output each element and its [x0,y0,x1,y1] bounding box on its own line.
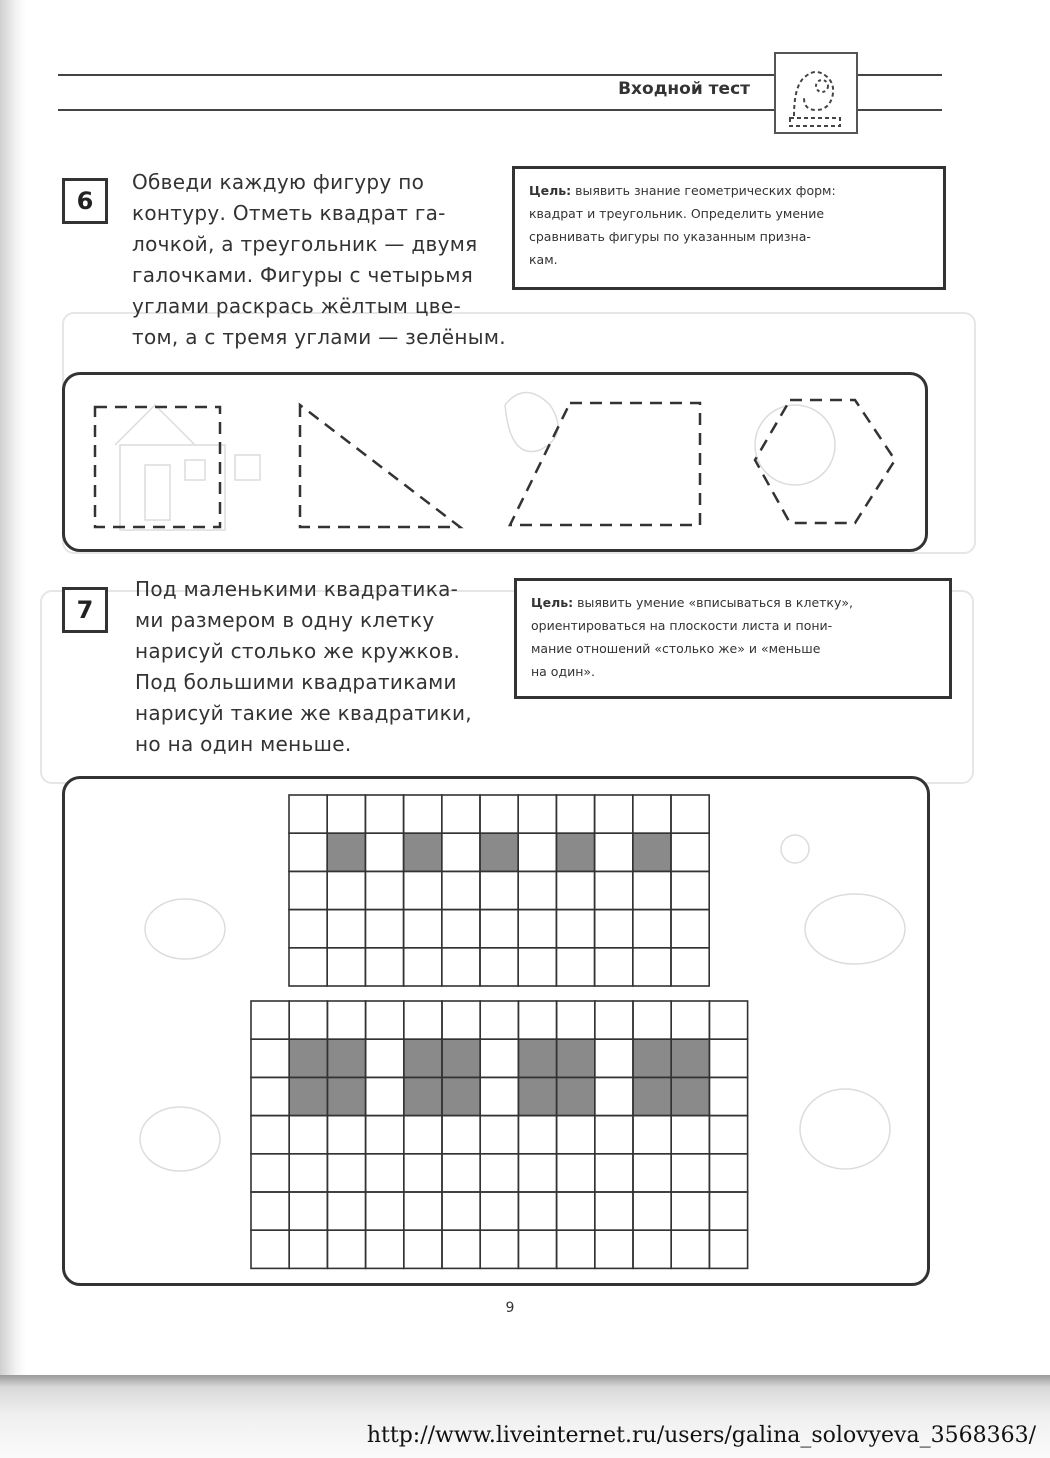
grid-cell[interactable] [366,1039,404,1077]
grid-cell[interactable] [557,1116,595,1154]
grid-cell[interactable] [671,1192,709,1230]
grid-cell[interactable] [595,1230,633,1268]
grid-cell[interactable] [289,1230,327,1268]
grid-cell[interactable] [633,795,671,833]
grid-cell[interactable] [442,910,480,948]
dashed-trapezoid[interactable] [510,403,700,525]
grid-cell[interactable] [289,910,327,948]
grid-cell[interactable] [289,1116,327,1154]
header-top-rule [58,74,774,76]
grid-cell[interactable] [556,910,594,948]
task-6-shapes-frame [62,372,928,552]
grid-cell[interactable] [289,1192,327,1230]
dashed-figure-logo [774,52,858,134]
grid-cell[interactable] [595,871,633,909]
grid-cell[interactable] [671,795,709,833]
grid-cell[interactable] [557,1230,595,1268]
grid-cell[interactable] [557,1001,595,1039]
grid-cell[interactable] [327,1001,365,1039]
task-6-line: том, а с тремя углами — зелёным. [132,325,506,349]
grid-cell[interactable] [442,833,480,871]
grid-cell[interactable] [442,1230,480,1268]
grid-cell[interactable] [404,1230,442,1268]
grid-cell[interactable] [442,795,480,833]
grid-cell[interactable] [327,1116,365,1154]
grid-cell[interactable] [671,871,709,909]
goal-line: на один». [531,664,596,679]
grid-cell[interactable] [327,1154,365,1192]
grid-cell[interactable] [595,1077,633,1115]
grid-cell[interactable] [289,795,327,833]
dashed-triangle[interactable] [300,405,460,527]
grid-cell[interactable] [442,871,480,909]
grid-cell[interactable] [251,1077,289,1115]
grid-cell[interactable] [518,1154,556,1192]
grid-cell[interactable] [327,871,365,909]
grid-cell[interactable] [480,1116,518,1154]
task-6-line: углами раскрась жёлтым цве- [132,294,461,318]
page-number: 9 [505,1300,515,1316]
header-right-rule [856,74,942,76]
dashed-shapes [65,375,925,549]
grid-cell[interactable] [289,1001,327,1039]
grid-cell[interactable] [365,871,403,909]
grid-cell[interactable] [404,1001,442,1039]
task-7-line: нарисуй столько же кружков. [135,639,461,663]
goal-line: ориентироваться на плоскости листа и пони- [531,618,833,633]
small-grid [289,795,709,986]
grid-cell[interactable] [633,871,671,909]
grid-cell[interactable] [518,948,556,986]
grid-cell[interactable] [480,1001,518,1039]
grid-cell[interactable] [671,910,709,948]
grid-cell[interactable] [518,833,556,871]
grid-cell[interactable] [595,1001,633,1039]
task-7-line: но на один меньше. [135,732,352,756]
grid-cell[interactable] [365,795,403,833]
grid-cell[interactable] [365,948,403,986]
grid-cell[interactable] [251,1039,289,1077]
logo-drawing [776,54,856,132]
task-6-line: лочкой, а треугольник — двумя [132,232,478,256]
large-grid [251,1001,748,1268]
small-shaded-square [480,833,518,871]
grid-cell[interactable] [709,1039,747,1077]
grid-cell[interactable] [595,948,633,986]
task-6-number: 6 [62,178,108,224]
grid-cell[interactable] [365,833,403,871]
grid-cell[interactable] [404,948,442,986]
grid-cell[interactable] [480,1230,518,1268]
goal-label: Цель: [529,183,572,198]
goal-line [529,179,929,202]
goal-line: квадрат и треугольник. Определить умение [529,206,825,221]
grid-cell[interactable] [480,1154,518,1192]
grid-cell[interactable] [289,1154,327,1192]
task-7-line: Под большими квадратиками [135,670,457,694]
grid-cell[interactable] [671,1154,709,1192]
grid-cell[interactable] [251,1001,289,1039]
grid-cell[interactable] [671,1230,709,1268]
grid-cell[interactable] [480,1039,518,1077]
section-title: Входной тест [618,79,750,99]
grid-cell[interactable] [366,1154,404,1192]
grid-cell[interactable] [442,1154,480,1192]
grid-cell[interactable] [633,1192,671,1230]
task-7-goal-box [514,578,952,699]
task-7-line: ми размером в одну клетку [135,608,435,632]
grid-cell[interactable] [633,1154,671,1192]
page-edge-shadow [0,0,26,1375]
grid-cell[interactable] [289,871,327,909]
goal-line: сравнивать фигуры по указанным призна- [529,229,811,244]
grid-cell[interactable] [327,1230,365,1268]
background-pictures [140,835,905,1171]
grid-cell[interactable] [480,1192,518,1230]
grid-cell[interactable] [633,1116,671,1154]
grid-cell[interactable] [556,948,594,986]
grid-cell[interactable] [404,1192,442,1230]
grid-cell[interactable] [709,1154,747,1192]
source-url: http://www.liveinternet.ru/users/galina_solovyeva_3568363/ [366,1423,1036,1448]
grid-cell[interactable] [557,1192,595,1230]
grid-cell[interactable] [595,833,633,871]
small-shaded-square [633,833,671,871]
header-mid-rule [58,109,774,111]
grid-cell[interactable] [595,1154,633,1192]
grid-cell[interactable] [709,1001,747,1039]
goal-text: выявить знание геометрических форм: [575,183,836,198]
task-7-grids-frame [62,776,930,1286]
grid-cell[interactable] [251,1192,289,1230]
grid-cell[interactable] [518,1192,556,1230]
house-background-picture [115,393,835,531]
grid-drawing [65,779,927,1283]
small-shaded-square [327,833,365,871]
grid-cell[interactable] [327,948,365,986]
grid-cell[interactable] [480,948,518,986]
grid-cell[interactable] [442,1001,480,1039]
grid-cell[interactable] [327,1192,365,1230]
grid-cell[interactable] [442,948,480,986]
grid-cell[interactable] [366,1230,404,1268]
grid-cell[interactable] [595,1116,633,1154]
grid-cell[interactable] [518,1230,556,1268]
grid-cell[interactable] [633,948,671,986]
grid-cell[interactable] [404,795,442,833]
grid-cell[interactable] [366,1192,404,1230]
grid-cell[interactable] [480,871,518,909]
grid-cell[interactable] [633,1001,671,1039]
grid-cell[interactable] [251,1154,289,1192]
dashed-square[interactable] [95,407,220,527]
grid-cell[interactable] [671,833,709,871]
task-6-line: контуру. Отметь квадрат га- [132,201,446,225]
task-7-number: 7 [62,587,108,633]
goal-line: кам. [529,252,558,267]
grid-cell[interactable] [671,1001,709,1039]
grid-cell[interactable] [518,1116,556,1154]
task-6-line: Обведи каждую фигуру по [132,170,425,194]
task-6-goal-box [512,166,946,290]
grid-cell[interactable] [480,795,518,833]
grid-cell[interactable] [366,1116,404,1154]
grid-cell[interactable] [442,1116,480,1154]
grid-cell[interactable] [709,1192,747,1230]
grid-cell[interactable] [518,871,556,909]
goal-line: мание отношений «столько же» и «меньше [531,641,821,656]
grid-cell[interactable] [556,795,594,833]
task-6-line: галочками. Фигуры с четырьмя [132,263,474,287]
grid-cell[interactable] [556,871,594,909]
grid-cell[interactable] [404,1154,442,1192]
grid-cell[interactable] [709,1116,747,1154]
grid-cell[interactable] [442,1192,480,1230]
grid-cell[interactable] [671,1116,709,1154]
goal-text: выявить умение «вписываться в клетку», [577,595,853,610]
grid-cell[interactable] [518,795,556,833]
grid-cell[interactable] [480,1077,518,1115]
grid-cell[interactable] [404,910,442,948]
grid-cell[interactable] [366,1077,404,1115]
grid-cell[interactable] [709,1077,747,1115]
grid-cell[interactable] [518,1001,556,1039]
small-shaded-square [556,833,594,871]
grid-cell[interactable] [251,1230,289,1268]
task-7-line: Под маленькими квадратика- [135,577,459,601]
grid-cell[interactable] [518,910,556,948]
grid-cell[interactable] [557,1154,595,1192]
grid-cell[interactable] [327,795,365,833]
grid-cell[interactable] [595,910,633,948]
grid-cell[interactable] [289,833,327,871]
grid-cell[interactable] [365,910,403,948]
task-7-line: нарисуй такие же квадратики, [135,701,472,725]
grid-cell[interactable] [595,1039,633,1077]
grid-cell[interactable] [671,948,709,986]
goal-line [531,591,935,614]
grid-cell[interactable] [289,948,327,986]
grid-cell[interactable] [480,910,518,948]
grid-cell[interactable] [595,1192,633,1230]
grid-cell[interactable] [633,1230,671,1268]
header-right-rule-2 [856,109,942,111]
goal-label: Цель: [531,595,574,610]
grid-cell[interactable] [404,871,442,909]
grid-cell[interactable] [366,1001,404,1039]
grid-cell[interactable] [595,795,633,833]
grid-cell[interactable] [404,1116,442,1154]
grid-cell[interactable] [251,1116,289,1154]
small-shaded-square [404,833,442,871]
grid-cell[interactable] [709,1230,747,1268]
grid-cell[interactable] [327,910,365,948]
grid-cell[interactable] [633,910,671,948]
